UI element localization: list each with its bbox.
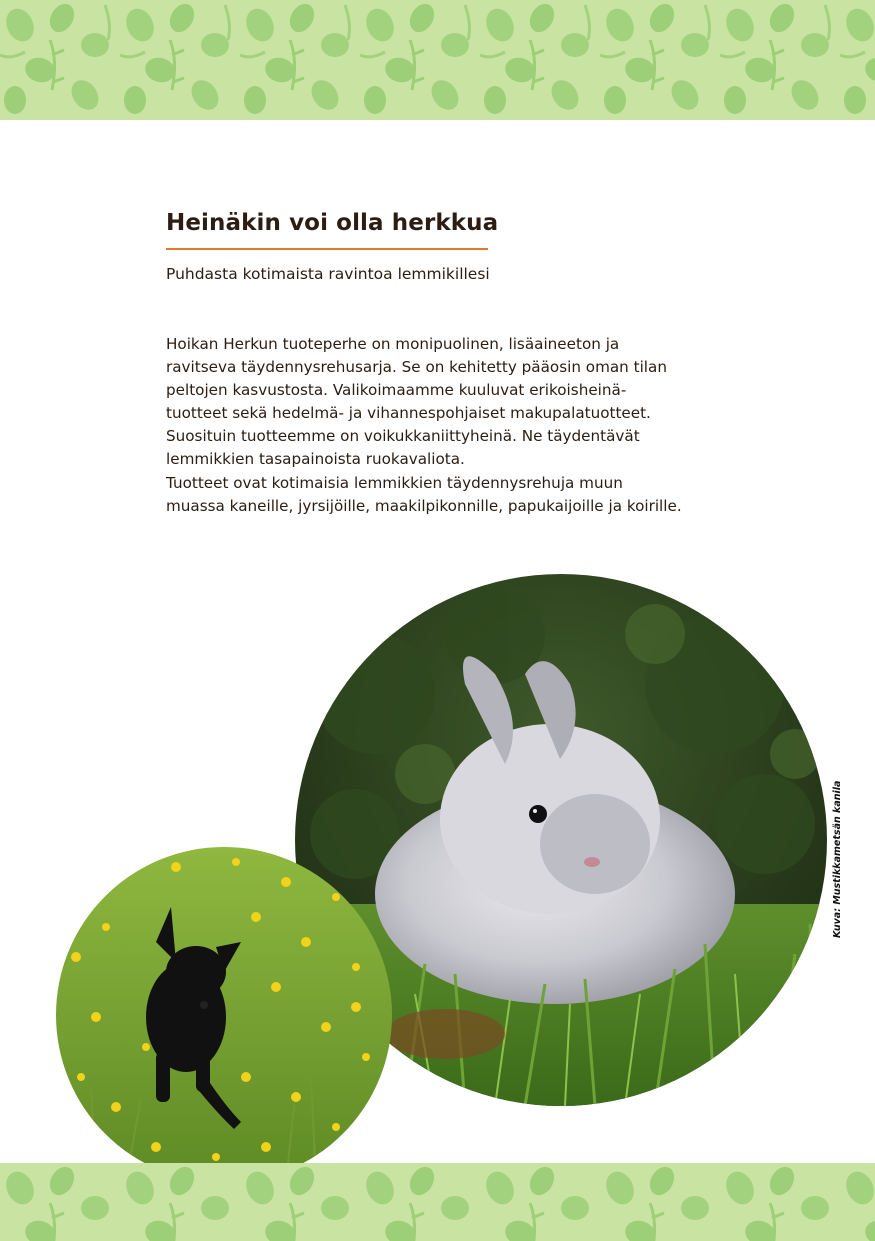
body-line: muassa kaneille, jyrsijöille, maakilpikonnille, papukaijoille ja koirille. bbox=[166, 496, 682, 515]
page-subtitle: Puhdasta kotimaista ravintoa lemmikillesi bbox=[166, 265, 490, 283]
body-line: tuotteet sekä hedelmä- ja vihannespohjaiset makupalatuotteet. bbox=[166, 404, 651, 423]
body-line: lemmikkien tasapainoista ruokavaliota. bbox=[166, 450, 465, 469]
bottom-leaf-band bbox=[0, 1163, 875, 1241]
page-title: Heinäkin voi olla herkkua bbox=[166, 210, 499, 236]
body-line: peltojen kasvustosta. Valikoimaamme kuuluvat erikoisheinä- bbox=[166, 381, 627, 400]
top-leaf-band bbox=[0, 0, 875, 120]
body-line: Suosituin tuotteemme on voikukkaniittyheinä. Ne täydentävät bbox=[166, 427, 640, 446]
body-line: ravitseva täydennysrehusarja. Se on kehitetty pääosin oman tilan bbox=[166, 358, 667, 377]
dog-photo bbox=[56, 847, 392, 1183]
body-line: Tuotteet ovat kotimaisia lemmikkien täydennysrehuja muun bbox=[166, 473, 623, 492]
title-underline bbox=[166, 248, 488, 250]
photo-credit: Kuva: Mustikkametsän kanila bbox=[832, 780, 843, 938]
body-paragraph bbox=[166, 333, 726, 518]
body-line: Hoikan Herkun tuoteperhe on monipuolinen, lisäaineeton ja bbox=[166, 335, 620, 353]
